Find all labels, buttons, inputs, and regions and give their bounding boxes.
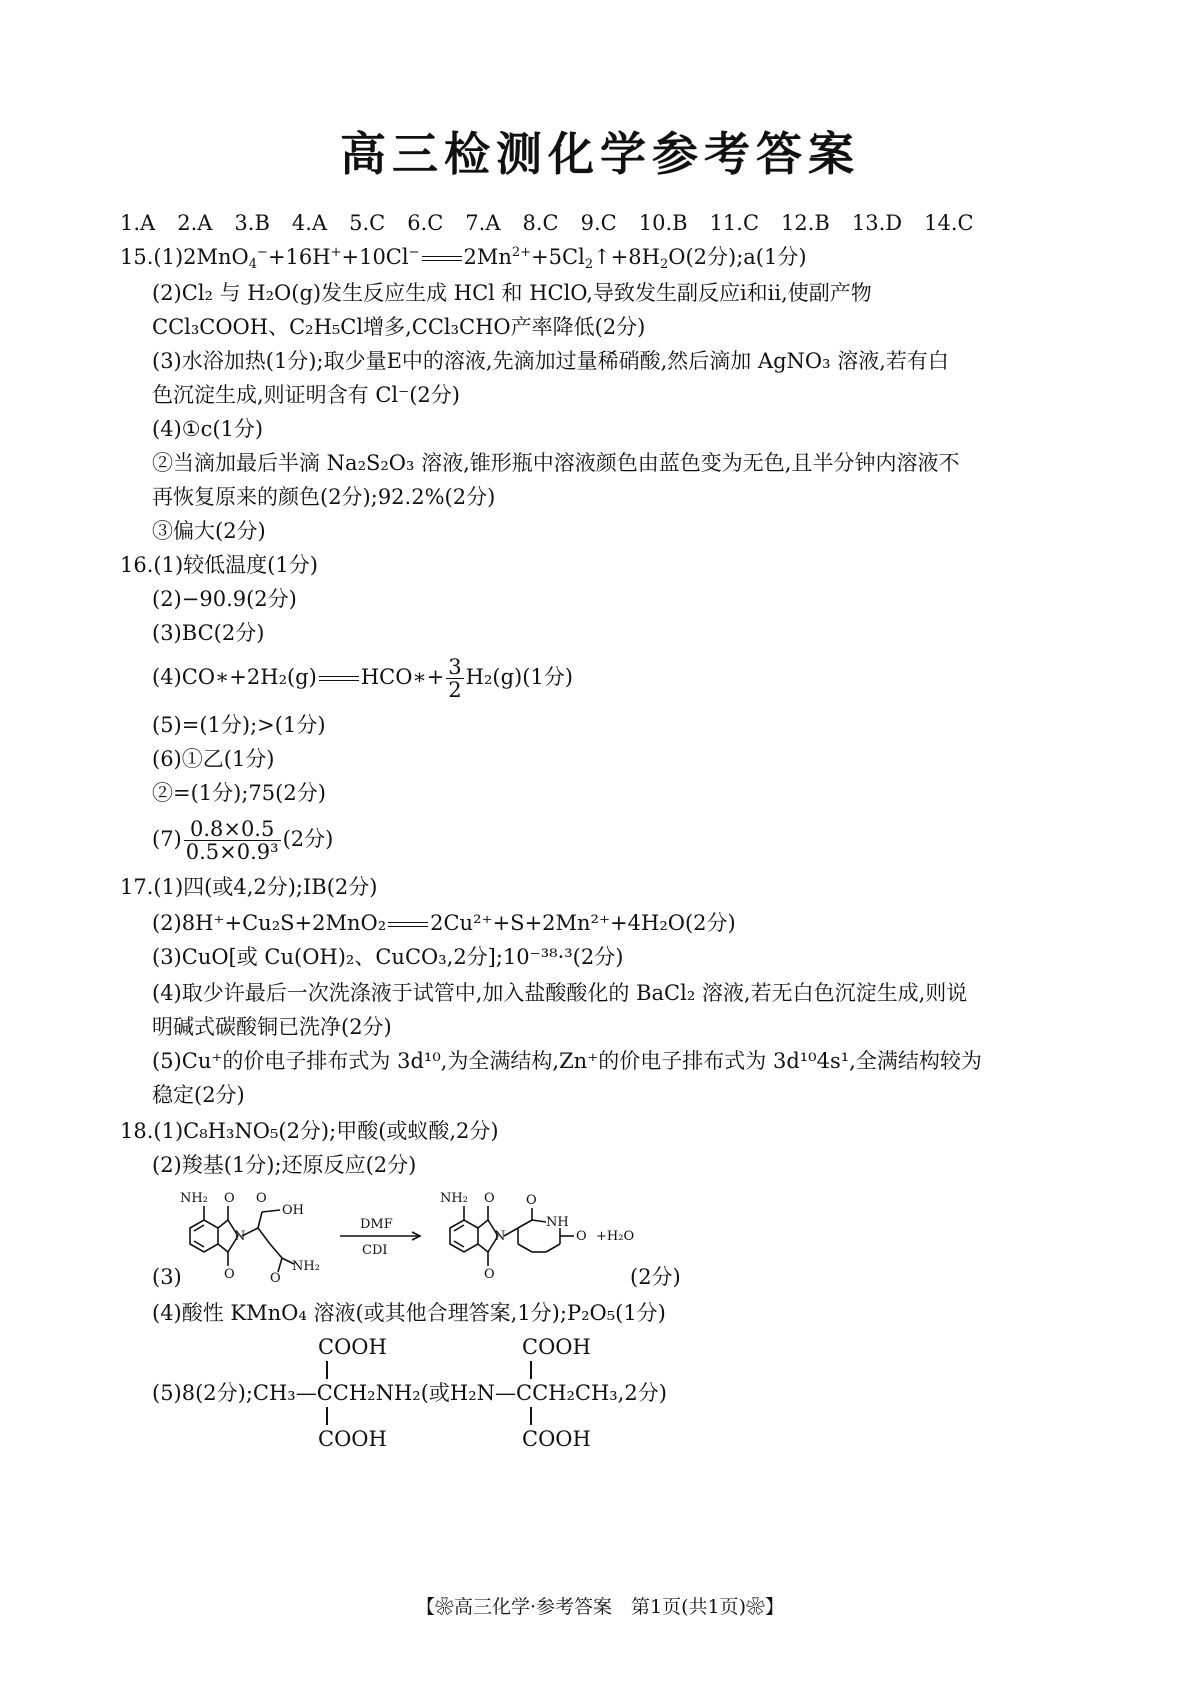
- q16-line-3: (3)BC(2分): [152, 621, 265, 645]
- q17-line-3: (3)CuO[或 Cu(OH)₂、CuCO₃,2分];10⁻³⁸·³(2分): [152, 945, 624, 969]
- q18-line-5: (5)8(2分);CH₃—CCH₂NH₂(或H₂N—CCH₂CH₃,2分): [152, 1381, 667, 1405]
- q17-line-6: (5)Cu⁺的价电子排布式为 3d¹⁰,为全满结构,Zn⁺的价电子排布式为 3d¹⁰4s¹,全满结构较为: [152, 1049, 982, 1073]
- mcq-answer: 13.D: [851, 211, 903, 235]
- text-fragment: 2Mn: [463, 245, 512, 269]
- q16-line-6: (6)①乙(1分): [152, 747, 275, 771]
- text-fragment: 15.(1)2MnO: [120, 245, 249, 269]
- equals-sign: [422, 256, 462, 261]
- fraction-denominator: 0.5×0.9³: [185, 840, 279, 864]
- reagent-dmf-label: DMF: [360, 1217, 393, 1232]
- bond-line: [326, 1361, 328, 1379]
- q18-line-2: (2)羧基(1分);还原反应(2分): [152, 1153, 417, 1177]
- product-o-label: O: [484, 1267, 495, 1282]
- text-fragment: (2)8H⁺+Cu₂S+2MnO₂: [152, 911, 387, 935]
- reactant-oh-label: OH: [282, 1203, 304, 1218]
- reactant-nh2-amide-label: NH₂: [292, 1259, 320, 1274]
- q17-line-5: 明碱式碳酸铜已洗净(2分): [152, 1015, 392, 1039]
- q16-line-2: (2)−90.9(2分): [152, 587, 297, 611]
- text-fragment: (4)CO∗+2H₂(g): [152, 665, 317, 689]
- q15-line-2: (2)Cl₂ 与 H₂O(g)发生反应生成 HCl 和 HClO,导致发生副反应ⅰ和ⅱ,使副产物: [152, 281, 872, 305]
- q15-line-3: CCl₃COOH、C₂H₅Cl增多,CCl₃CHO产率降低(2分): [152, 315, 646, 339]
- text-fragment: +10Cl: [341, 245, 409, 269]
- text-fragment: +5Cl: [531, 245, 585, 269]
- q18-line-3-score: (2分): [630, 1265, 681, 1289]
- q18-line-1: 18.(1)C₈H₃NO₅(2分);甲酸(或蚁酸,2分): [120, 1119, 499, 1143]
- fraction: [184, 818, 281, 863]
- q17-line-7: 稳定(2分): [152, 1083, 245, 1107]
- text-fragment: (2分): [282, 827, 334, 851]
- q16-line-1: 16.(1)较低温度(1分): [120, 553, 318, 577]
- mcq-answer: 12.B: [781, 211, 830, 235]
- mcq-answer: 7.A: [465, 211, 501, 235]
- text-fragment: 2Cu²⁺+S+2Mn²⁺+4H₂O(2分): [430, 911, 736, 935]
- product-o-label: O: [526, 1193, 537, 1208]
- mcq-answer: 5.C: [349, 211, 386, 235]
- product-nh-label: NH: [546, 1215, 569, 1230]
- reactant-o-label: O: [256, 1191, 267, 1206]
- q18-line-5-bottom-cooh-a: COOH: [318, 1427, 387, 1451]
- mcq-answer: 11.C: [709, 211, 760, 235]
- product-nh2-label: NH₂: [440, 1191, 468, 1206]
- mcq-answers-row: [120, 208, 996, 238]
- q18-line-5-top-cooh-b: COOH: [522, 1335, 591, 1359]
- reactant-o-label: O: [270, 1271, 281, 1286]
- text-fragment: H₂(g)(1分): [465, 665, 573, 689]
- product-n-label: N: [494, 1229, 506, 1244]
- product-o-label: O: [576, 1229, 587, 1244]
- reactant-o-label: O: [224, 1191, 235, 1206]
- mcq-answer: 9.C: [580, 211, 617, 235]
- reactant-nh2-label: NH₂: [180, 1191, 208, 1206]
- q17-line-2: [152, 908, 736, 938]
- mcq-answer: 14.C: [924, 211, 974, 235]
- water-label: +H₂O: [596, 1229, 635, 1244]
- q15-line-6: (4)①c(1分): [152, 417, 264, 441]
- mcq-answer: 1.A: [120, 211, 156, 235]
- mcq-answer: 4.A: [291, 211, 328, 235]
- equals-sign: [388, 922, 428, 927]
- mcq-answer: 10.B: [638, 211, 688, 235]
- mcq-answer: 3.B: [234, 211, 270, 235]
- q15-line-5: 色沉淀生成,则证明含有 Cl⁻(2分): [152, 383, 460, 407]
- q16-line-5: (5)=(1分);>(1分): [152, 713, 326, 737]
- q15-line-9: ③偏大(2分): [152, 519, 266, 543]
- q17-line-4: (4)取少许最后一次洗涤液于试管中,加入盐酸酸化的 BaCl₂ 溶液,若无白色沉淀生成,则说: [152, 981, 968, 1005]
- fraction: [446, 656, 463, 701]
- q16-line-8: [152, 818, 333, 863]
- text-fragment: HCO∗+: [360, 665, 445, 689]
- mcq-answer: 6.C: [407, 211, 444, 235]
- bond-line: [326, 1407, 328, 1425]
- text-fragment: (7): [152, 827, 182, 851]
- q15-line-7: ②当滴加最后半滴 Na₂S₂O₃ 溶液,锥形瓶中溶液颜色由蓝色变为无色,且半分钟内溶液不: [152, 451, 960, 475]
- q18-line-5-top-cooh-a: COOH: [318, 1335, 387, 1359]
- q18-line-4: (4)酸性 KMnO₄ 溶液(或其他合理答案,1分);P₂O₅(1分): [152, 1301, 666, 1325]
- fraction-denominator: 2: [448, 678, 462, 702]
- text-fragment: ↑+8H: [593, 245, 660, 269]
- product-o-label: O: [484, 1191, 495, 1206]
- q16-line-7: ②=(1分);75(2分): [152, 781, 326, 805]
- q16-line-4: [152, 656, 573, 701]
- q15-line-4: (3)水浴加热(1分);取少量E中的溶液,先滴加过量稀硝酸,然后滴加 AgNO₃ 溶液,若有白: [152, 349, 949, 373]
- text-fragment: +16H: [267, 245, 331, 269]
- mcq-answer: 2.A: [177, 211, 213, 235]
- fraction-numerator: 3: [448, 655, 462, 679]
- page-footer: 【❀高三化学·参考答案 第1页(共1页)❀】: [415, 1596, 785, 1618]
- page-title: 高三检测化学参考答案: [340, 127, 860, 181]
- text-fragment: O(2分);a(1分): [668, 245, 807, 269]
- mcq-answer: 8.C: [522, 211, 559, 235]
- q17-line-1: 17.(1)四(或4,2分);ⅠB(2分): [120, 875, 378, 899]
- bond-line: [530, 1407, 532, 1425]
- bond-line: [530, 1361, 532, 1379]
- reagent-cdi-label: CDI: [362, 1243, 388, 1258]
- q18-line-3-label: (3): [152, 1265, 182, 1289]
- q15-line-1: 15.(1)2MnO$_4$−+16H++10Cl− $2Mn^{2+}+5Cl_2↑+8H_2O(2$分);a(1分): [120, 245, 807, 272]
- reactant-n-label: N: [234, 1229, 246, 1244]
- fraction-numerator: 0.8×0.5: [184, 818, 281, 841]
- q18-line-5-bottom-cooh-b: COOH: [522, 1427, 591, 1451]
- reactant-o-label: O: [224, 1267, 235, 1282]
- equals-sign: [319, 676, 359, 681]
- q15-line-8: 再恢复原来的颜色(2分);92.2%(2分): [152, 485, 496, 509]
